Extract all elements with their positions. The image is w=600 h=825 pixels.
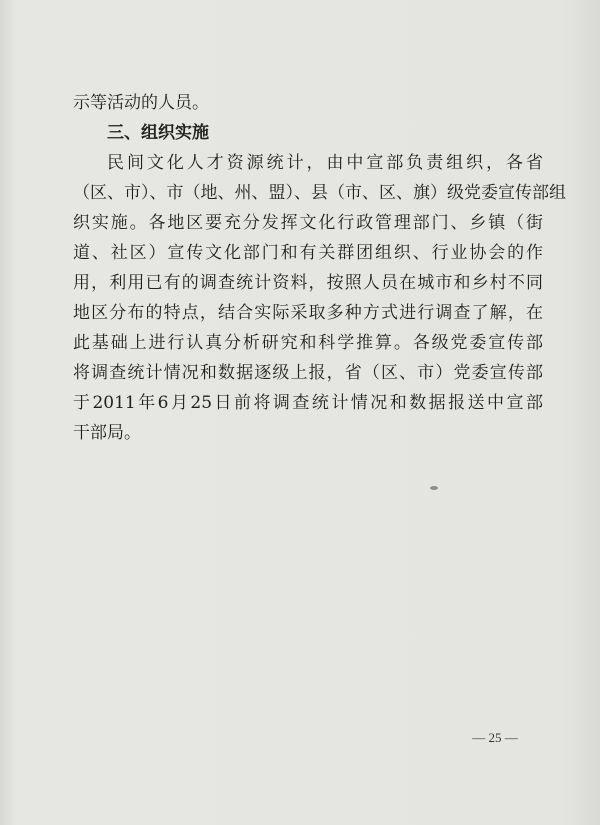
paragraph-line-5: 用，利用已有的调查统计资料，按照人员在城市和乡村不同 <box>73 273 543 293</box>
paragraph-line-8: 将调查统计情况和数据逐级上报，省（区、市）党委宣传部 <box>73 363 543 383</box>
body-text <box>73 88 566 448</box>
paragraph-line-7: 此基础上进行认真分析研究和科学推算。各级党委宣传部 <box>73 333 543 353</box>
paragraph-line-1: 民间文化人才资源统计，由中宣部负责组织，各省 <box>107 153 543 173</box>
paragraph-line-6: 地区分布的特点，结合实际采取多种方式进行调查了解，在 <box>73 303 543 323</box>
section-heading: 三、组织实施 <box>107 123 209 143</box>
paragraph-line-3: 织实施。各地区要充分发挥文化行政管理部门、乡镇（街 <box>73 213 543 233</box>
paragraph-line-9: 于2011年6月25日前将调查统计情况和数据报送中宣部 <box>73 393 543 413</box>
paragraph-line-continuation: 示等活动的人员。 <box>73 93 209 113</box>
scan-speck <box>430 486 438 490</box>
paragraph-line-4: 道、社区）宣传文化部门和有关群团组织、行业协会的作 <box>73 243 543 263</box>
page-number: — 25 — <box>472 730 518 745</box>
paragraph-line-2: （区、市）、市（地、州、盟）、县（市、区、旗）级党委宣传部组 <box>73 183 566 203</box>
paragraph-line-10: 干部局。 <box>73 423 141 443</box>
